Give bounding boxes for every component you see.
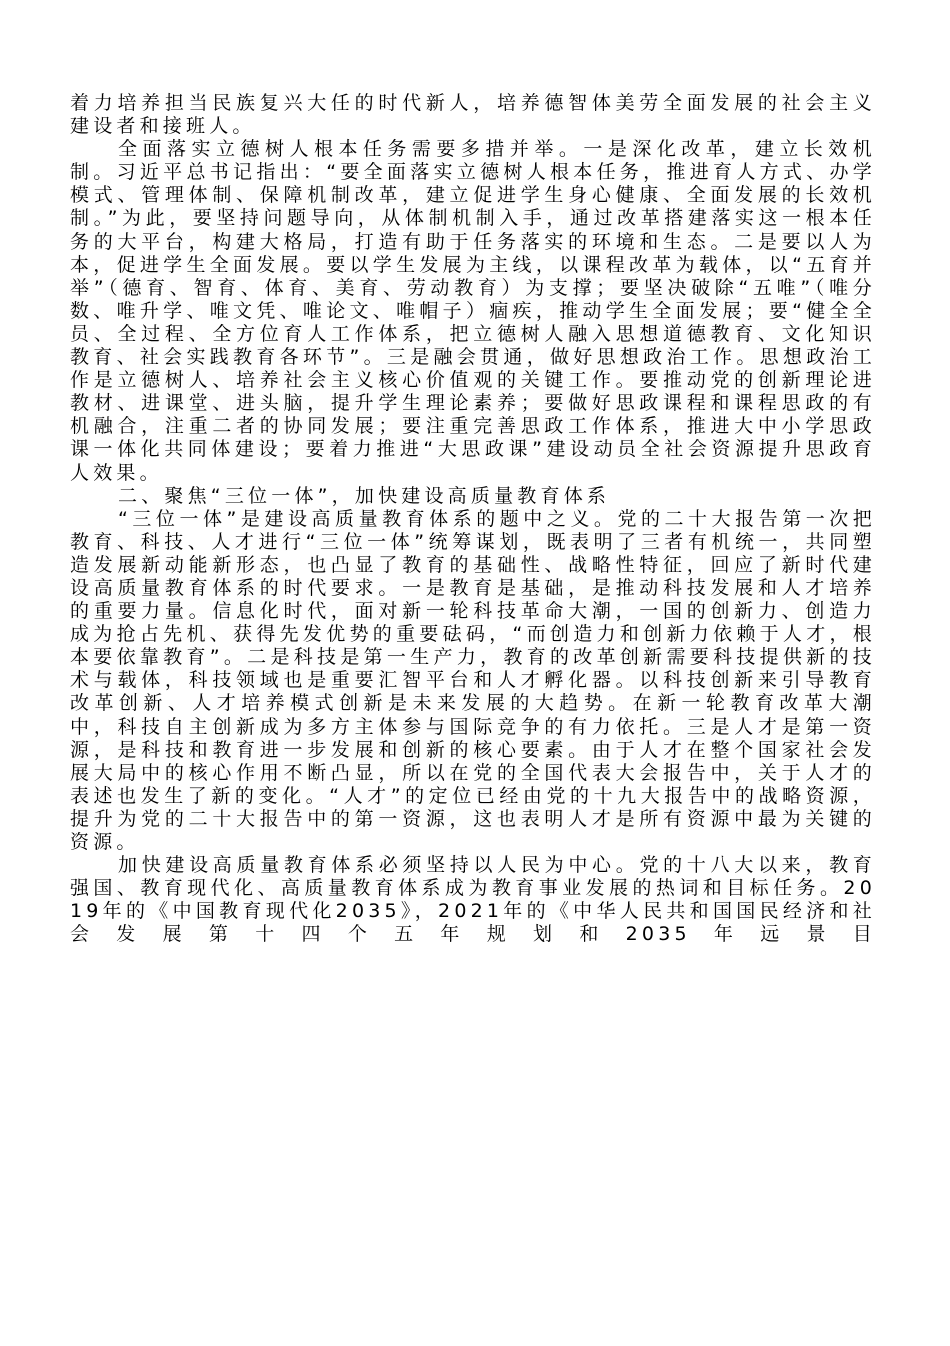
paragraph-1: 着力培养担当民族复兴大任的时代新人，培养德智体美劳全面发展的社会主义建设者和接班人。 — [70, 92, 876, 138]
document-page — [70, 92, 876, 946]
paragraph-3: “三位一体”是建设高质量教育体系的题中之义。党的二十大报告第一次把教育、科技、人才进行“三位一体”统筹谋划，既表明了三者有机统一，共同塑造发展新动能新形态，也凸显了教育的基础性、战略性特征，回应了新时代建设高质量教育体系的时代要求。一是教育是基础，是推动科技发展和人才培养的重要力量。信息化时代，面对新一轮科技革命大潮，一国的创新力、创造力成为抢占先机、获得先发优势的重要砝码，“而创造力和创新力依赖于人才，根本要依靠教育”。二是科技是第一生产力，教育的改革创新需要科技提供新的技术与载体，科技领域也是重要汇智平台和人才孵化器。以科技创新来引导教育改革创新、人才培养模式创新是未来发展的大趋势。在新一轮教育改革大潮中，科技自主创新成为多方主体参与国际竞争的有力依托。三是人才是第一资源，是科技和教育进一步发展和创新的核心要素。由于人才在整个国家社会发展大局中的核心作用不断凸显，所以在党的全国代表大会报告中，关于人才的表述也发生了新的变化。“人才”的定位已经由党的十九大报告中的战略资源，提升为党的二十大报告中的第一资源，这也表明人才是所有资源中最为关键的资源。 — [70, 507, 876, 853]
paragraph-2: 全面落实立德树人根本任务需要多措并举。一是深化改革，建立长效机制。习近平总书记指出：“要全面落实立德树人根本任务，推进育人方式、办学模式、管理体制、保障机制改革，建立促进学生身心健康、全面发展的长效机制。”为此，要坚持问题导向，从体制机制入手，通过改革搭建落实这一根本任务的大平台，构建大格局，打造有助于任务落实的环境和生态。二是要以人为本，促进学生全面发展。要以学生发展为主线，以课程改革为载体，以“五育并举”（德育、智育、体育、美育、劳动教育）为支撑；要坚决破除“五唯”（唯分数、唯升学、唯文凭、唯论文、唯帽子）痼疾，推动学生全面发展；要“健全全员、全过程、全方位育人工作体系，把立德树人融入思想道德教育、文化知识教育、社会实践教育各环节”。三是融会贯通，做好思想政治工作。思想政治工作是立德树人、培养社会主义核心价值观的关键工作。要推动党的创新理论进教材、进课堂、进头脑，提升学生理论素养；要做好思政课程和课程思政的有机融合，注重二者的协同发展；要注重完善思政工作体系，推进大中小学思政课一体化共同体建设；要着力推进“大思政课”建设动员全社会资源提升思政育人效果。 — [70, 138, 876, 484]
paragraph-4: 加快建设高质量教育体系必须坚持以人民为中心。党的十八大以来，教育强国、教育现代化、高质量教育体系成为教育事业发展的热词和目标任务。2019年的《中国教育现代化2035》，2021年的《中华人民共和国国民经济和社会发展第十四个五年规划和2035年远景目 — [70, 854, 876, 946]
section-heading-2: 二、聚焦“三位一体”，加快建设高质量教育体系 — [118, 484, 611, 507]
